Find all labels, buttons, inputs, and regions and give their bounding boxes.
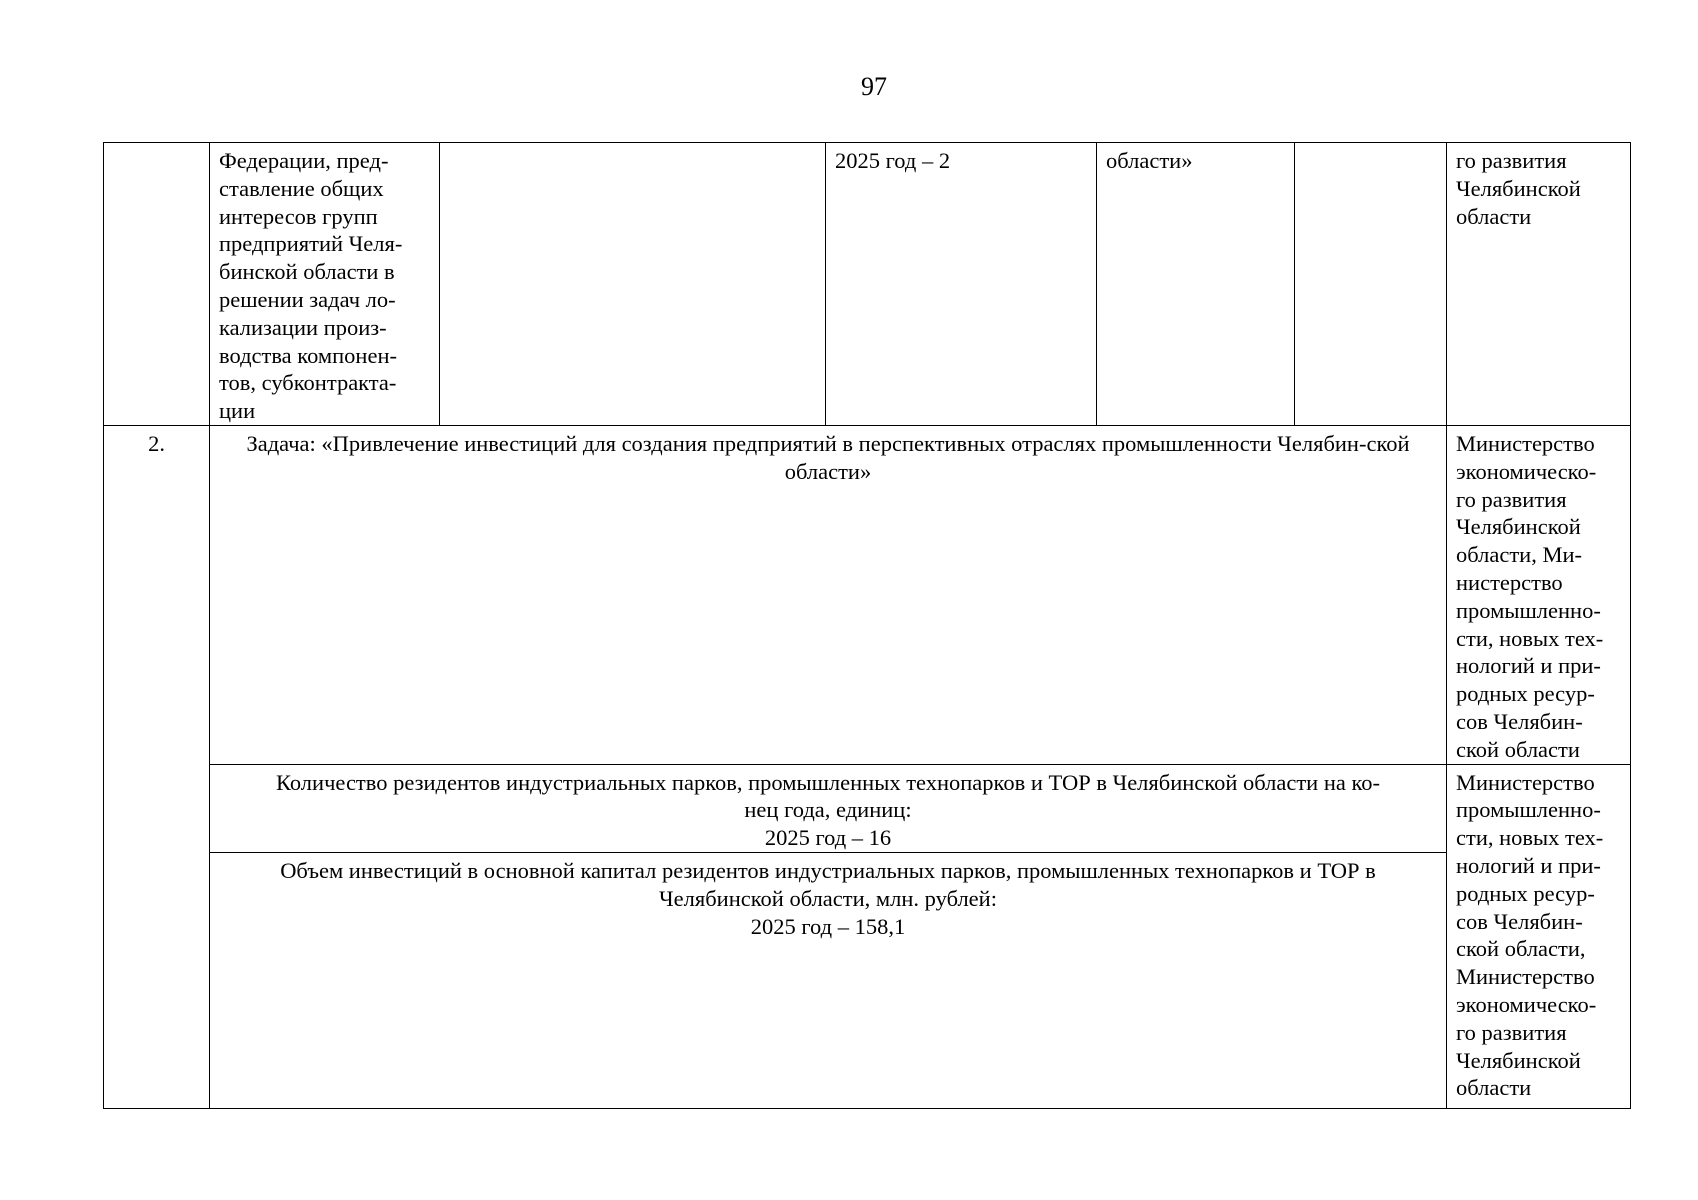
text-line: Федерации, пред- (219, 148, 389, 173)
text-line: сти, новых тех- (1456, 825, 1604, 851)
text-line: сти, новых тех- (1456, 625, 1604, 651)
text-line: промышленно- (1456, 597, 1601, 623)
text-line: 2025 год – 16 (764, 825, 892, 851)
text-line: области (1456, 1075, 1532, 1101)
text-line: родных ресур- (1456, 880, 1595, 906)
text-line: ции (219, 398, 256, 424)
text-line: ставление общих (219, 175, 384, 201)
cell-empty (1295, 143, 1447, 426)
text-line: области (1456, 203, 1532, 229)
table-row-indicator-residents (104, 764, 1631, 852)
text-line: родных ресур- (1456, 681, 1595, 707)
text-line: экономическо- (1456, 991, 1597, 1017)
text-line: кализации произ- (219, 314, 387, 340)
table-row-task-2 (104, 425, 1631, 764)
plan-table (103, 142, 1631, 1109)
text-line: области, Ми- (1456, 542, 1583, 568)
text-line: Количество резидентов индустриальных парков, промышленных технопарков и ТОР в Челябинской области на ко- (275, 769, 1381, 795)
text-line: тов, субконтракта- (219, 370, 397, 396)
text-line: ской области, (1456, 936, 1586, 962)
text-line: нологий и при- (1456, 653, 1601, 679)
text-line: ской области (1456, 736, 1580, 762)
text-line: бинской области в (219, 259, 395, 285)
cell-number-empty (104, 143, 210, 426)
text-line: нец года, единиц: (744, 797, 912, 823)
text-line: нистерство (1456, 569, 1563, 595)
text-line: экономическо- (1456, 458, 1597, 484)
cell-indicator-investments (210, 852, 1447, 1108)
cell-responsible-continuation (1447, 143, 1631, 426)
text-line: сов Челябин- (1456, 908, 1583, 934)
text-line: 2025 год – 158,1 (750, 913, 906, 939)
cell-empty (440, 143, 826, 426)
text-line: нологий и при- (1456, 852, 1601, 878)
table-row-indicator-investments (104, 852, 1631, 1108)
text-line: предприятий Челя- (219, 231, 403, 257)
text-line: го развития (1456, 486, 1567, 512)
text-line: интересов групп (219, 203, 378, 229)
text-line: Челябинской (1456, 1047, 1581, 1073)
cell-target-value: 2025 год – 2 (826, 143, 1097, 426)
text-line: Челябинской (1456, 175, 1581, 201)
page-number: 97 (861, 72, 887, 101)
table-row-continuation (104, 143, 1631, 426)
text-line: решении задач ло- (219, 286, 396, 312)
text-line: го развития (1456, 148, 1567, 173)
text-line: Челябинской (1456, 514, 1581, 540)
cell-activity-continuation (210, 143, 440, 426)
cell-row-number: 2. (104, 425, 210, 1108)
cell-indicator-residents (210, 764, 1447, 852)
cell-task-text: Задача: «Привлечение инвестиций для создания предприятий в перспективных отраслях промышленности Челябин-ской области» (210, 425, 1447, 764)
text-line: Министерство (1456, 430, 1595, 456)
text-line: Челябинской области, млн. рублей: (659, 885, 997, 911)
text-line: Министерство (1456, 964, 1595, 990)
text-line: водства компонен- (219, 342, 397, 368)
text-line: промышленно- (1456, 797, 1601, 823)
cell-task-responsible (1447, 425, 1631, 764)
cell-document: области» (1097, 143, 1295, 426)
text-line: сов Челябин- (1456, 708, 1583, 734)
text-line: го развития (1456, 1019, 1567, 1045)
cell-indicators-responsible (1447, 764, 1631, 1108)
text-line: Объем инвестиций в основной капитал резидентов индустриальных парков, промышленных технопарков и ТОР в (280, 857, 1376, 883)
text-line: Министерство (1456, 769, 1595, 795)
